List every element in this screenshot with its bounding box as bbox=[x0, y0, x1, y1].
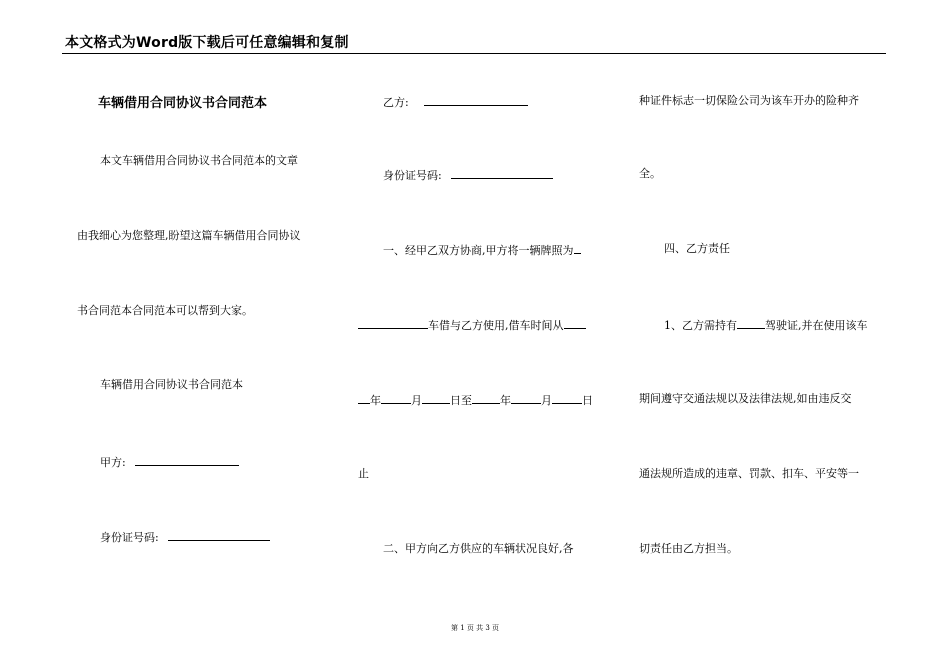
day-label-2: 日 bbox=[582, 394, 593, 407]
clause-1-text-2: 车借与乙方使用,借车时间从 bbox=[428, 319, 564, 332]
year-label-1: 年 bbox=[370, 394, 381, 407]
month-blank-2 bbox=[511, 392, 541, 404]
clause-2-line: 二、甲方向乙方供应的车辆状况良好,各 bbox=[383, 542, 574, 555]
plate-blank bbox=[574, 242, 581, 254]
party-a-label: 甲方: bbox=[100, 456, 126, 469]
col3-line-1: 种证件标志一切保险公司为该车开办的险种齐 bbox=[639, 94, 859, 107]
page-number: 第 1 页 共 3 页 bbox=[450, 624, 500, 632]
id-a-label: 身份证号码: bbox=[100, 531, 159, 544]
party-a-line bbox=[100, 454, 239, 470]
id-a-blank bbox=[168, 529, 270, 541]
party-a-blank bbox=[135, 454, 239, 466]
day-blank-2 bbox=[552, 392, 582, 404]
clause-1-text: 一、经甲乙双方协商,甲方将一辆牌照为 bbox=[383, 244, 574, 257]
item-1-text: 1、乙方需持有 bbox=[664, 319, 737, 332]
month-blank-1 bbox=[381, 392, 411, 404]
col3-line-5: 切责任由乙方担当。 bbox=[639, 542, 738, 555]
year-blank-1 bbox=[358, 392, 370, 404]
section-4-heading: 四、乙方责任 bbox=[664, 242, 730, 255]
document-header: 本文格式为Word版下载后可任意编辑和复制 bbox=[65, 35, 349, 51]
intro-line-2: 由我细心为您整理,盼望这篇车辆借用合同协议 bbox=[77, 229, 301, 242]
date-range-line bbox=[358, 392, 593, 408]
party-b-blank bbox=[424, 94, 528, 106]
item-1-text-2: 驾驶证,并在使用该车 bbox=[765, 319, 868, 332]
year-blank-2 bbox=[472, 392, 500, 404]
header-divider bbox=[62, 53, 886, 54]
plate-number-blank bbox=[358, 317, 428, 329]
clause-1-line-2 bbox=[358, 317, 586, 333]
day-blank-1 bbox=[422, 392, 450, 404]
day-to-label: 日至 bbox=[450, 394, 472, 407]
party-b-line bbox=[383, 94, 528, 110]
clause-1-line-1 bbox=[383, 242, 581, 258]
year-label-2: 年 bbox=[500, 394, 511, 407]
month-label-1: 月 bbox=[411, 394, 422, 407]
col3-line-3: 期间遵守交通法规以及法律法规,如由违反交 bbox=[639, 392, 852, 405]
id-a-line bbox=[100, 529, 270, 545]
subtitle-line: 车辆借用合同协议书合同范本 bbox=[100, 378, 243, 391]
license-blank bbox=[737, 317, 765, 329]
date-start-blank bbox=[564, 317, 586, 329]
intro-line-3: 书合同范本合同范本可以帮到大家。 bbox=[77, 304, 253, 317]
id-b-label: 身份证号码: bbox=[383, 169, 442, 182]
id-b-line bbox=[383, 167, 553, 183]
col3-line-4: 通法规所造成的违章、罚款、扣车、平安等一 bbox=[639, 467, 859, 480]
document-title: 车辆借用合同协议书合同范本 bbox=[98, 96, 268, 111]
item-1-line bbox=[664, 317, 868, 333]
intro-line-1: 本文车辆借用合同协议书合同范本的文章 bbox=[100, 154, 298, 167]
id-b-blank bbox=[451, 167, 553, 179]
end-line: 止 bbox=[358, 467, 369, 480]
party-b-label: 乙方: bbox=[383, 96, 409, 109]
col3-line-2: 全。 bbox=[639, 167, 661, 180]
month-label-2: 月 bbox=[541, 394, 552, 407]
